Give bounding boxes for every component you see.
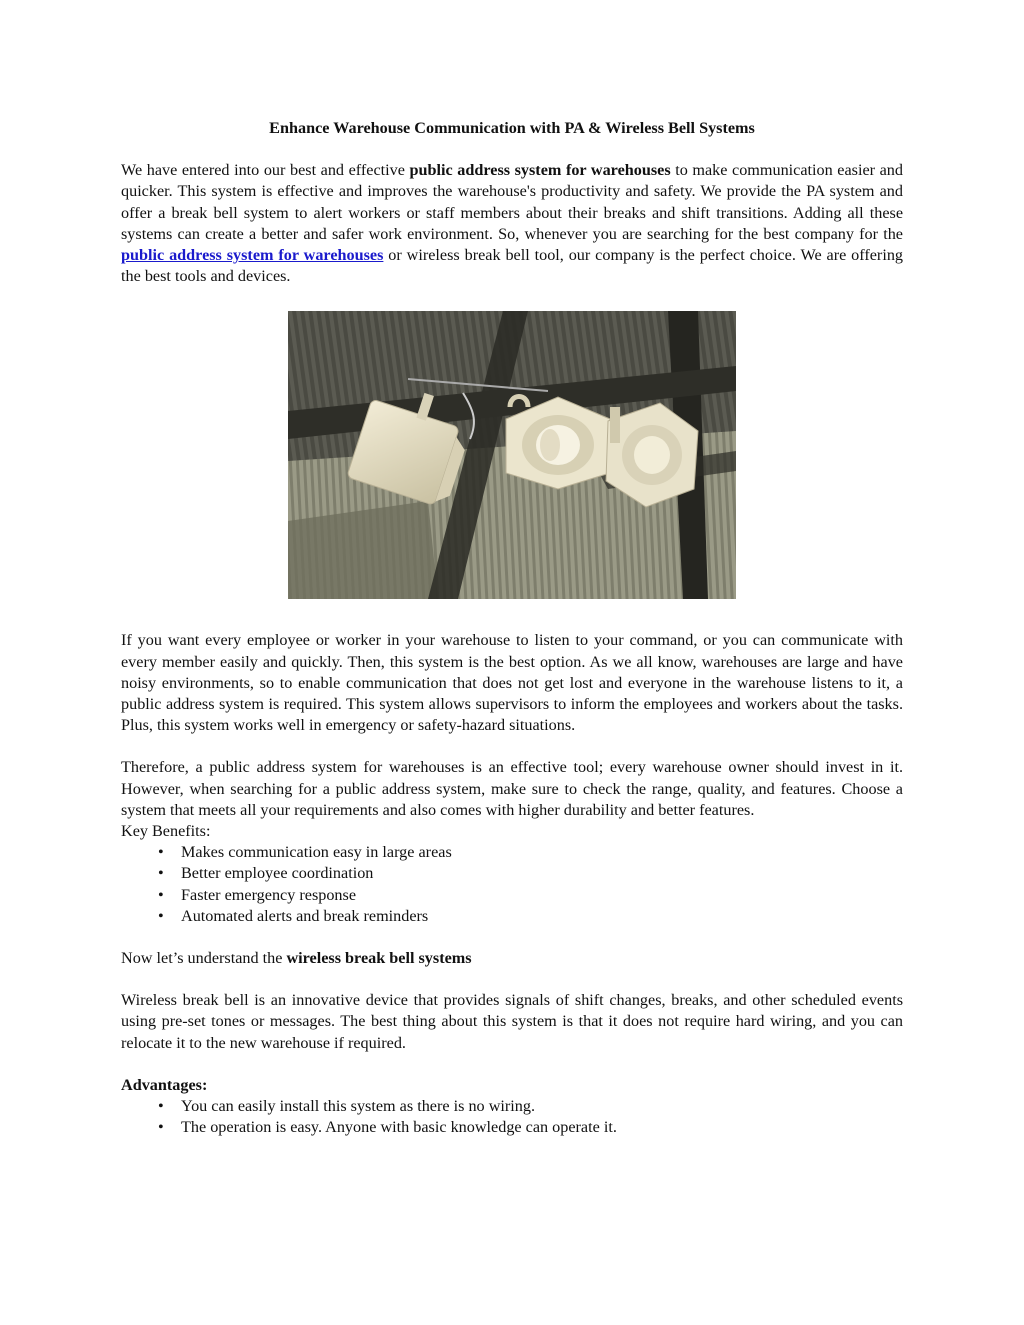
advantages-list [121,1096,903,1138]
paragraph-3: Therefore, a public address system for warehouses is an effective tool; every warehouse owner should invest in it. However, when searching for a public address system, make sure to check the range, quality, and features. Choose a system that meets all your requirements and also comes with higher durability and better features. [121,758,903,819]
list-item: • The operation is easy. Anyone with basic knowledge can operate it. [121,1117,903,1138]
list-item: • Better employee coordination [121,863,903,884]
intro-text-2: to make communication easier and quicker. This system is effective and improves the warehouse's productivity and safety. We provide the PA system and offer a break bell system to alert workers or staff members about their breaks and shift transitions. Adding all these systems can create a better and safer work environment. So, whenever you are searching for the best company for the [121,161,903,243]
wireless-intro-bold: wireless break bell systems [286,949,472,968]
advantages-heading: Advantages: [121,1075,208,1094]
page-title: Enhance Warehouse Communication with PA & Wireless Bell Systems [269,119,755,137]
list-item: • Faster emergency response [121,885,903,906]
key-benefits-label: Key Benefits: [121,822,211,841]
list-item: • Makes communication easy in large areas [121,842,903,863]
paragraph-4: Wireless break bell is an innovative device that provides signals of shift changes, breaks, and other scheduled events using pre-set tones or messages. The best thing about this system is that it does not require hard wiring, and you can relocate it to the new warehouse if required. [121,991,903,1052]
document-page [121,118,903,1138]
wireless-intro [121,948,903,969]
key-benefits-list [121,842,903,927]
paragraph-2: If you want every employee or worker in your warehouse to listen to your command, or you can communicate with every member easily and quickly. Then, this system is the best option. As we all know, warehouses are large and have noisy environments, so to enable communication that does not get lost and everyone in the warehouse listens to it, a public address system is required. This system allows supervisors to inform the employees and workers about the tasks. Plus, this system works well in emergency or safety-hazard situations. [121,631,903,735]
wireless-intro-text: Now let’s understand the [121,949,287,968]
list-item: • You can easily install this system as there is no wiring. [121,1096,903,1117]
pa-system-link[interactable]: public address system for warehouses [121,246,384,265]
advantages-label [121,1075,903,1096]
intro-paragraph [121,160,903,287]
speaker-photo [288,311,736,599]
intro-bold-keyword: public address system for warehouses [409,161,671,180]
list-item: • Automated alerts and break reminders [121,906,903,927]
intro-text-3: or wireless break bell tool, our company is the perfect choice. We are offering the best tools and devices. [121,246,904,286]
intro-text-1: We have entered into our best and effective [121,161,410,180]
